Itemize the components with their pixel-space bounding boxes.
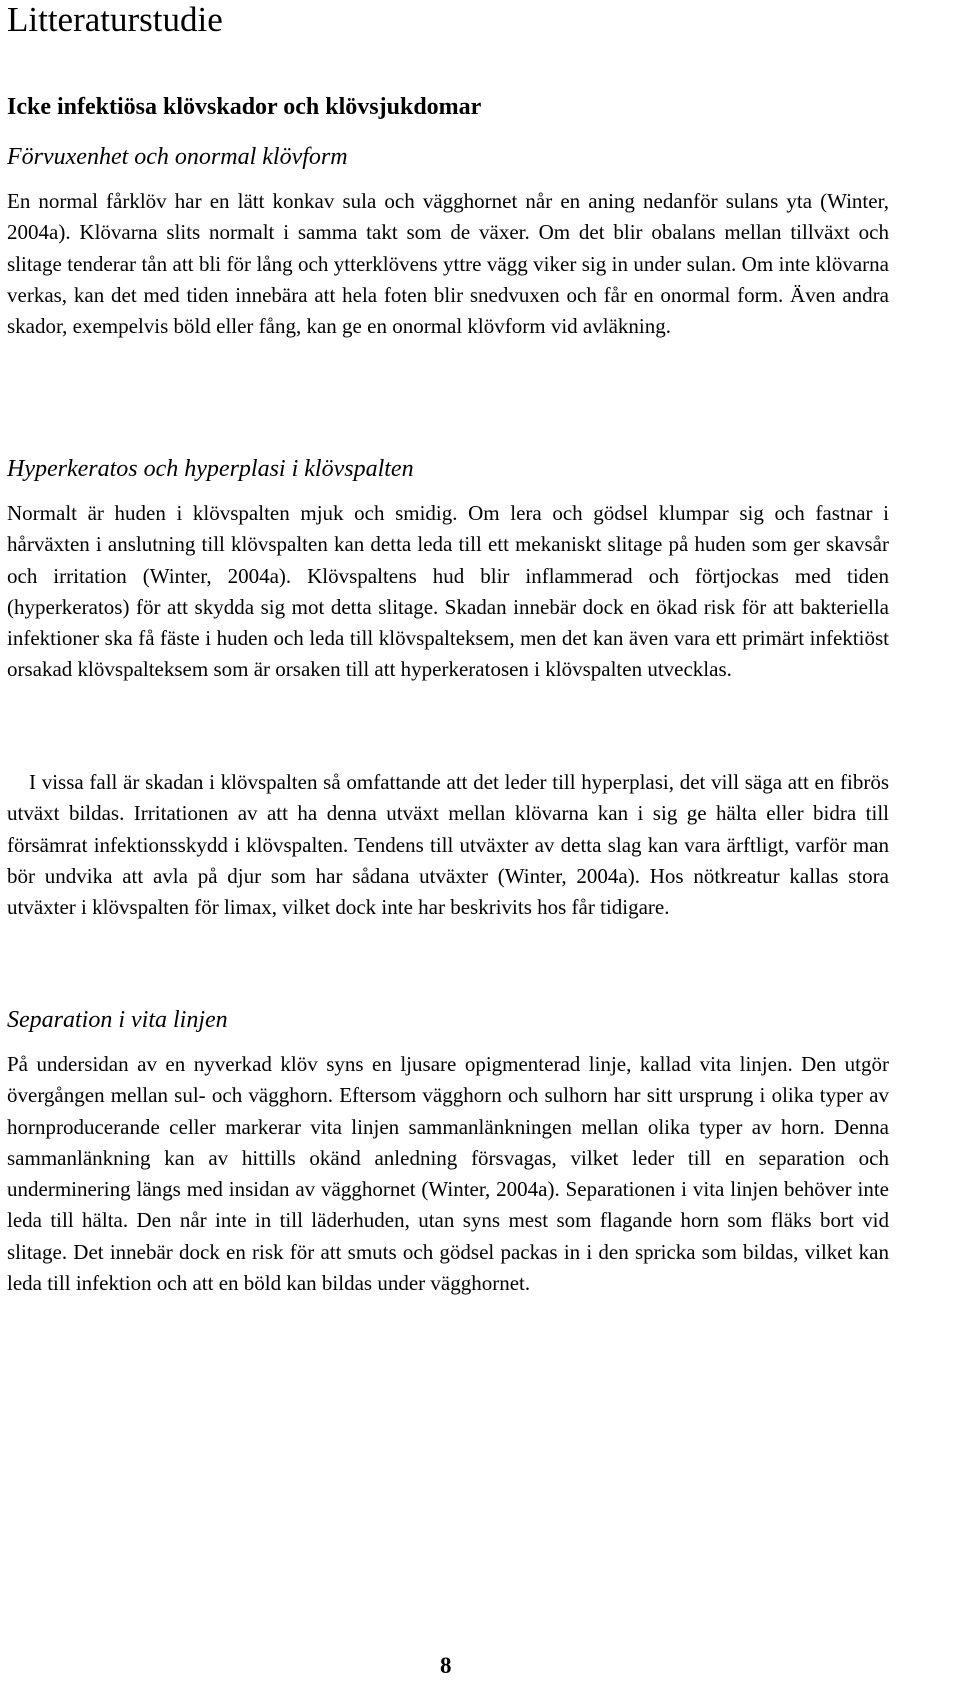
page-number: 8 [440,1653,452,1678]
section-title: Icke infektiösa klövskador och klövsjukdomar [7,94,482,120]
subsection-heading-deformity: Förvuxenhet och onormal klövform [7,144,348,170]
paragraph-hyperplasia: I vissa fall är skadan i klövspalten så omfattande att det leder till hyperplasi, det vill säga att en fibrös utväxt bildas. Irritationen av att ha denna utväxt mellan klövarna kan i sig ge hälta eller bidra till försämrat infektionsskydd i klövspalten. Tendens till utväxter av detta slag kan vara ärftligt, varför man bör undvika att avla på djur som har sådana utväxter (Winter, 2004a). Hos nötkreatur kallas stora utväxter i klövspalten för limax, vilket dock inte har beskrivits hos får tidigare. [7,770,889,920]
paragraph-deformity: En normal fårklöv har en lätt konkav sula och vägghornet når en aning nedanför sulans yta (Winter, 2004a). Klövarna slits normalt i samma takt som de växer. Om det blir obalans mellan tillväxt och slitage tenderar tån att bli för lång och ytterklövens yttre vägg viker sig in under sulan. Om inte klövarna verkas, kan det med tiden innebära att hela foten blir snedvuxen och får en onormal form. Även andra skador, exempelvis böld eller fång, kan ge en onormal klövform vid avläkning. [7,189,889,339]
paragraph-hyperkeratosis: Normalt är huden i klövspalten mjuk och smidig. Om lera och gödsel klumpar sig och fastnar i hårväxten i anslutning till klövspalten kan detta leda till ett mekaniskt slitage på huden som ger skavsår och irritation (Winter, 2004a). Klövspaltens hud blir inflammerad och förtjockas med tiden (hyperkeratos) för att skydda sig mot detta slitage. Skadan innebär dock en ökad risk för att bakteriella infektioner ska få fäste i huden och leda till klövspalteksem, men det kan även vara ett primärt infektiöst orsakad klövspalteksem som är orsaken till att hyperkeratosen i klövspalten utvecklas. [7,501,889,682]
document-title: Litteraturstudie [7,0,223,39]
paragraph-white-line: På undersidan av en nyverkad klöv syns en ljusare opigmenterad linje, kallad vita linjen. Den utgör övergången mellan sul- och vägghorn. Eftersom vägghorn och sulhorn har sitt ursprung i olika typer av hornproducerande celler markerar vita linjen sammanlänkningen mellan olika typer av horn. Denna sammanlänkning kan av hittills okänd anledning försvagas, vilket leder till en separation och underminering längs med insidan av vägghornet (Winter, 2004a). Separationen i vita linjen behöver inte leda till hälta. Den når inte in till läderhuden, utan syns mest som flagande horn som fläks bort vid slitage. Det innebär dock en risk för att smuts och gödsel packas in i den spricka som bildas, vilket kan leda till infektion och att en böld kan bildas under vägghornet. [7,1052,889,1296]
subsection-heading-hyperkeratosis: Hyperkeratos och hyperplasi i klövspalten [7,456,414,482]
subsection-heading-white-line: Separation i vita linjen [7,1007,228,1033]
